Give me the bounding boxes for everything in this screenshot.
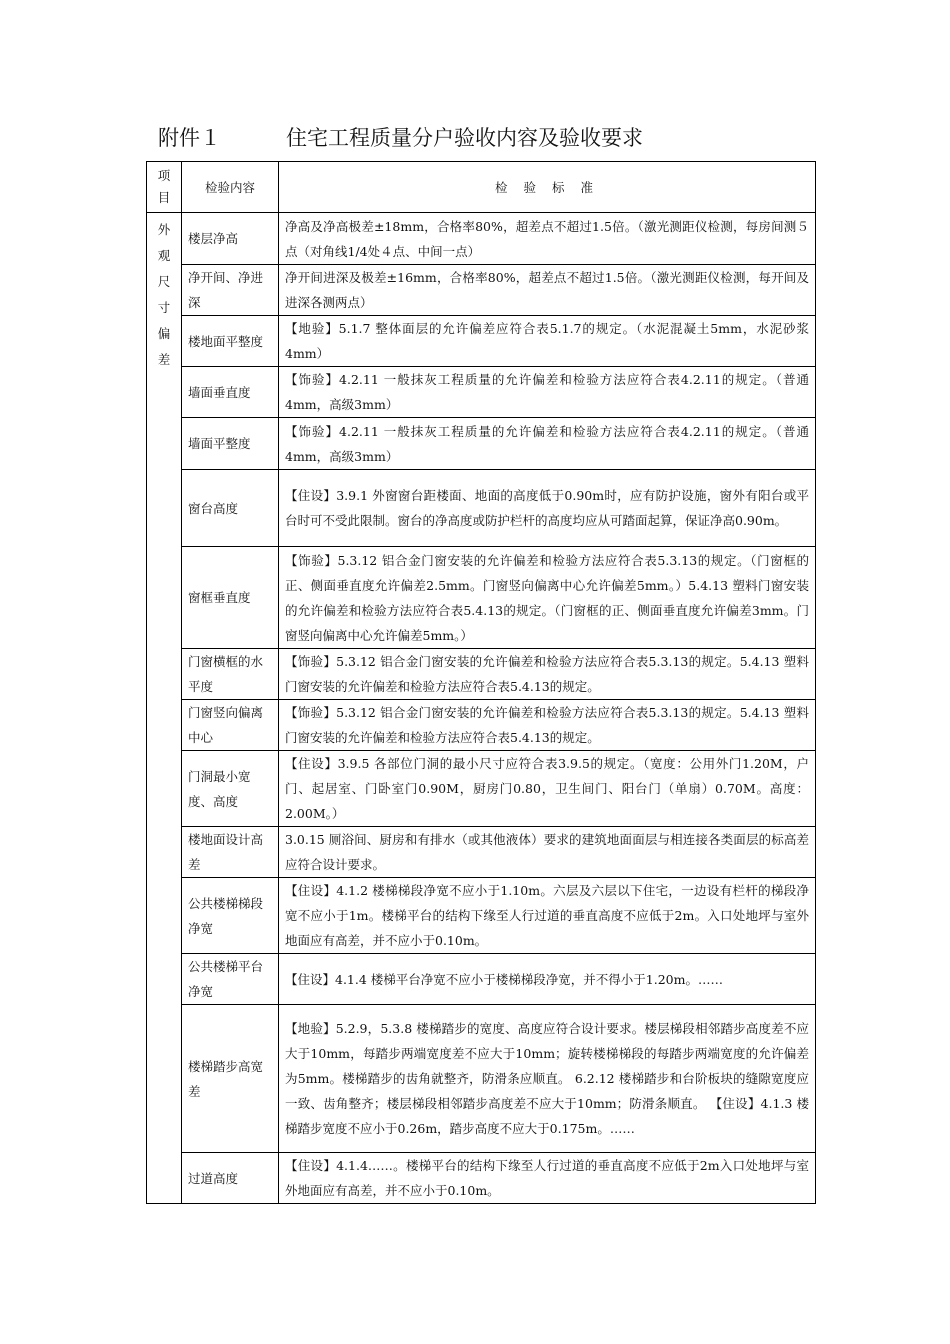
item-cell: 楼地面设计高差 (182, 827, 279, 878)
table-row (147, 1005, 816, 1153)
standard-cell: 【饰验】5.3.12 铝合金门窗安装的允许偏差和检验方法应符合表5.3.13的规定。（门窗框的正、侧面垂直度允许偏差2.5mm。门窗竖向偏离中心允许偏差5mm。）5.4.13 塑料门窗安装的允许偏差和检验方法应符合表5.4.13的规定。（门窗框的正、侧面垂直度允许偏差3mm。门窗竖向偏离中心允许偏差5mm。） (279, 547, 816, 649)
item-cell: 窗框垂直度 (182, 547, 279, 649)
header-project: 项 目 (147, 162, 182, 213)
table-row (147, 954, 816, 1005)
table-row (147, 878, 816, 954)
item-cell: 楼地面平整度 (182, 316, 279, 367)
item-cell: 墙面平整度 (182, 418, 279, 470)
standard-cell: 净开间进深及极差±16mm，合格率80%，超差点不超过1.5倍。（激光测距仪检测，每开间及进深各测两点） (279, 265, 816, 316)
standard-cell: 【住设】4.1.4 楼梯平台净宽不应小于楼梯梯段净宽，并不得小于1.20m。…… (279, 954, 816, 1005)
standard-cell: 【地验】5.1.7 整体面层的允许偏差应符合表5.1.7的规定。（水泥混凝土5mm，水泥砂浆4mm） (279, 316, 816, 367)
table-row (147, 827, 816, 878)
standard-cell: 净高及净高极差±18mm，合格率80%，超差点不超过1.5倍。（激光测距仪检测，每房间测５点（对角线1/4处４点、中间一点） (279, 213, 816, 265)
category-cell: 外 观 尺 寸 偏 差 (147, 213, 182, 1204)
table-row (147, 700, 816, 751)
item-cell: 门窗横框的水平度 (182, 649, 279, 700)
standard-cell: 3.0.15 厕浴间、厨房和有排水（或其他液体）要求的建筑地面面层与相连接各类面层的标高差应符合设计要求。 (279, 827, 816, 878)
item-cell: 门窗竖向偏离中心 (182, 700, 279, 751)
standard-cell: 【住设】3.9.5 各部位门洞的最小尺寸应符合表3.9.5的规定。（宽度：公用外门1.20M，户门、起居室、门卧室门0.90M，厨房门0.80，卫生间门、阳台门（单扇）0.70M。高度：2.00M。） (279, 751, 816, 827)
item-cell: 净开间、净进深 (182, 265, 279, 316)
document-title: 住宅工程质量分户验收内容及验收要求 (286, 126, 643, 150)
table-row (147, 316, 816, 367)
standard-cell: 【饰验】5.3.12 铝合金门窗安装的允许偏差和检验方法应符合表5.3.13的规定。5.4.13 塑料门窗安装的允许偏差和检验方法应符合表5.4.13的规定。 (279, 700, 816, 751)
table-header-row (147, 162, 816, 213)
table-row (147, 213, 816, 265)
item-cell: 楼梯踏步高宽差 (182, 1005, 279, 1153)
item-cell: 过道高度 (182, 1153, 279, 1204)
standard-cell: 【住设】4.1.4……。楼梯平台的结构下缘至人行过道的垂直高度不应低于2m入口处地坪与室外地面应有高差，并不应小于0.10m。 (279, 1153, 816, 1204)
item-cell: 窗台高度 (182, 470, 279, 547)
table-row (147, 367, 816, 418)
item-cell: 楼层净高 (182, 213, 279, 265)
table-row (147, 547, 816, 649)
table-row (147, 265, 816, 316)
attachment-label: 附件１ (158, 126, 221, 150)
standard-cell: 【地验】5.2.9，5.3.8 楼梯踏步的宽度、高度应符合设计要求。楼层梯段相邻踏步高度差不应大于10mm，每踏步两端宽度差不应大于10mm；旋转楼梯梯段的每踏步两端宽度的允许偏差为5mm。楼梯踏步的齿角就整齐，防滑条应顺直。 6.2.12 楼梯踏步和台阶板块的缝隙宽度应一致、齿角整齐；楼层梯段相邻踏步高度差不应大于10mm；防滑条顺直。 【住设】4.1.3 楼梯踏步宽度不应小于0.26m，踏步高度不应大于0.175m。…… (279, 1005, 816, 1153)
item-cell: 公共楼梯平台净宽 (182, 954, 279, 1005)
table-row (147, 751, 816, 827)
header-content: 检验内容 (182, 162, 279, 213)
standard-cell: 【饰验】4.2.11 一般抹灰工程质量的允许偏差和检验方法应符合表4.2.11的规定。（普通4mm，高级3mm） (279, 367, 816, 418)
table-row (147, 649, 816, 700)
item-cell: 门洞最小宽度、高度 (182, 751, 279, 827)
document-header (158, 124, 818, 152)
standard-cell: 【住设】4.1.2 楼梯梯段净宽不应小于1.10m。六层及六层以下住宅，一边设有栏杆的梯段净宽不应小于1m。楼梯平台的结构下缘至人行过道的垂直高度不应低于2m。入口处地坪与室外地面应有高差，并不应小于0.10m。 (279, 878, 816, 954)
table-row (147, 418, 816, 470)
table-row (147, 1153, 816, 1204)
table-row (147, 470, 816, 547)
item-cell: 墙面垂直度 (182, 367, 279, 418)
header-standard: 检 验 标 准 (279, 162, 816, 213)
standard-cell: 【住设】3.9.1 外窗窗台距楼面、地面的高度低于0.90m时，应有防护设施，窗外有阳台或平台时可不受此限制。窗台的净高度或防护栏杆的高度均应从可踏面起算，保证净高0.90m。 (279, 470, 816, 547)
standard-cell: 【饰验】4.2.11 一般抹灰工程质量的允许偏差和检验方法应符合表4.2.11的规定。（普通4mm，高级3mm） (279, 418, 816, 470)
item-cell: 公共楼梯梯段净宽 (182, 878, 279, 954)
inspection-table (146, 161, 816, 1204)
standard-cell: 【饰验】5.3.12 铝合金门窗安装的允许偏差和检验方法应符合表5.3.13的规定。5.4.13 塑料门窗安装的允许偏差和检验方法应符合表5.4.13的规定。 (279, 649, 816, 700)
